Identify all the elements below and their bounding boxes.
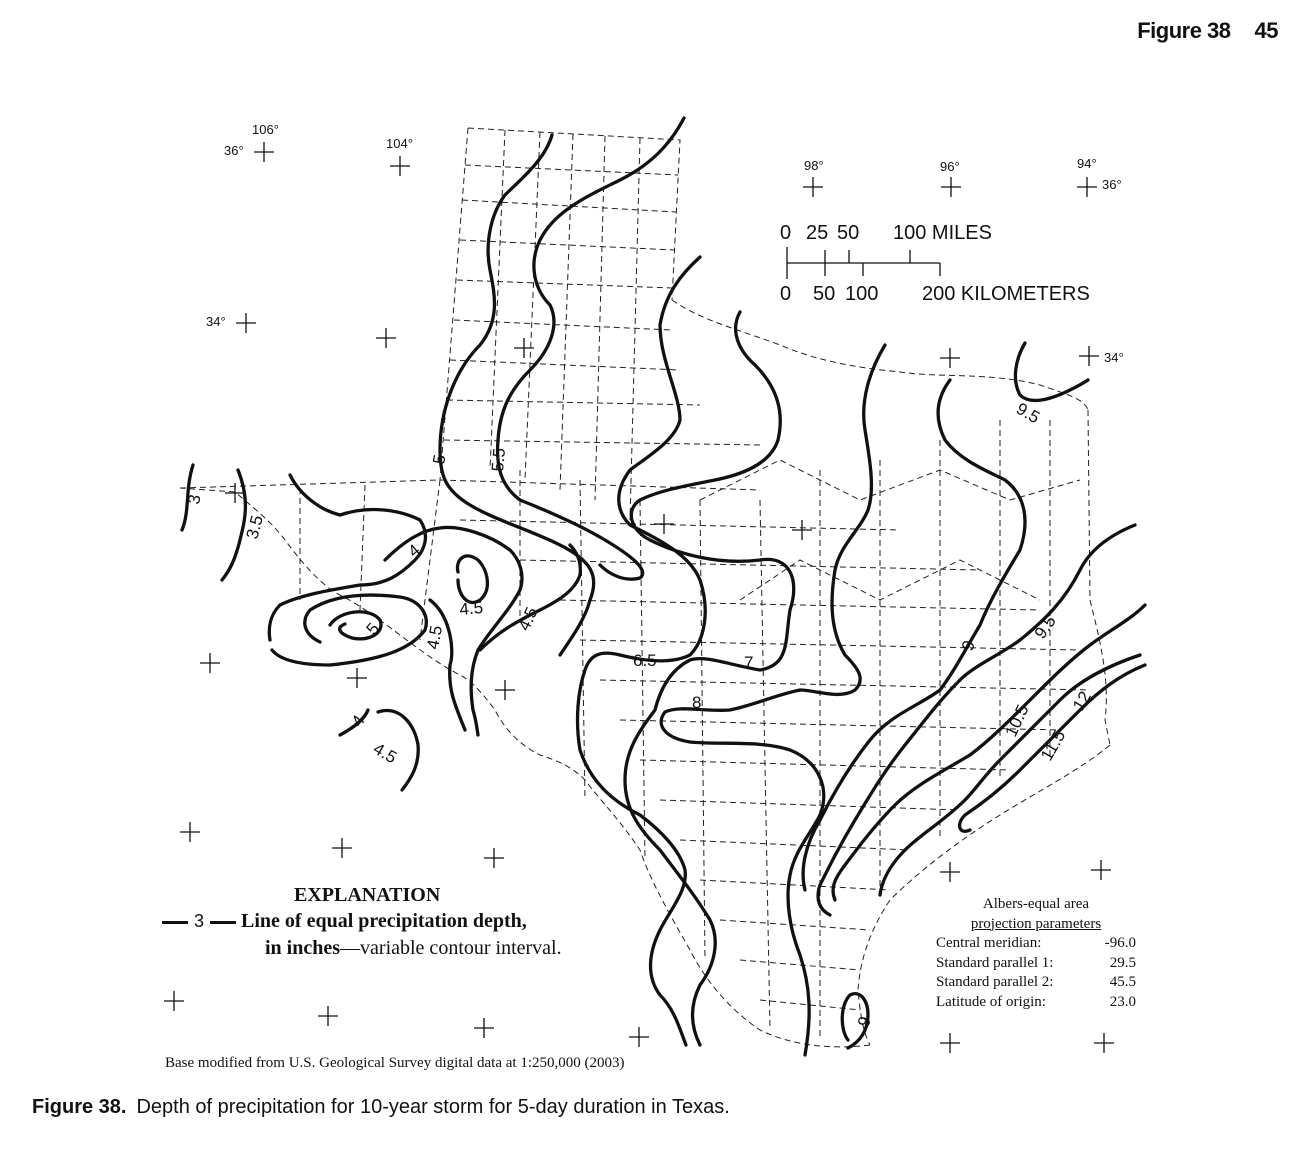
graticule-cross — [200, 653, 220, 673]
projection-subtitle: projection parameters — [970, 915, 1102, 932]
graticule-cross — [1079, 346, 1099, 366]
legend-units: in inches — [265, 937, 341, 959]
contour-4-outer — [272, 595, 426, 665]
graticule-cross — [390, 156, 410, 176]
contour-5 — [440, 135, 594, 655]
scale-km-200: 200 KILOMETERS — [922, 283, 1090, 305]
graticule-cross — [941, 177, 961, 197]
contour-label-4-5-a: 4.5 — [458, 597, 484, 619]
graticule-cross — [1077, 177, 1097, 197]
projection-label: Standard parallel 1: — [936, 954, 1054, 971]
contour-label-11-5: 11.5 — [1037, 726, 1070, 764]
scale-mile-25: 25 — [806, 222, 829, 244]
explanation-legend-row — [162, 910, 527, 933]
contour-label-4-5-b: 4.5 — [423, 624, 447, 651]
graticule-cross — [654, 514, 674, 534]
legend-line-left — [162, 921, 188, 924]
explanation-legend-row-2 — [265, 937, 562, 960]
graticule-cross — [1094, 1033, 1114, 1053]
contour-9-5 — [1015, 343, 1088, 400]
scale-km-50: 50 — [813, 283, 836, 305]
graticule-cross — [180, 822, 200, 842]
graticule-cross — [332, 838, 352, 858]
contour-label-3-5: 3.5 — [242, 513, 267, 542]
contour-label-7: 7 — [744, 653, 754, 672]
scale-bar — [780, 222, 1090, 305]
scale-km-0: 0 — [780, 283, 792, 305]
projection-value: -96.0 — [1104, 935, 1136, 951]
contour-label-8: 8 — [692, 693, 702, 712]
projection-row — [936, 954, 1136, 974]
projection-value: 45.5 — [1109, 974, 1136, 990]
contour-label-5: 5 — [429, 453, 450, 466]
graticule-cross — [940, 862, 960, 882]
graticule-cross — [495, 680, 515, 700]
graticule-cross — [1091, 860, 1111, 880]
contour-label-12: 12 — [1069, 688, 1095, 714]
contour-label-9: 9 — [957, 637, 979, 654]
graticule-cross — [474, 1018, 494, 1038]
caption-text: Depth of precipitation for 10-year storm for 5-day duration in Texas. — [136, 1096, 730, 1118]
projection-value: 23.0 — [1109, 993, 1136, 1010]
figure-caption — [32, 1096, 730, 1119]
projection-row — [936, 934, 1136, 954]
contour-label-5-5: 5.5 — [488, 447, 510, 473]
scale-mile-0: 0 — [780, 222, 792, 244]
legend-label: Line of equal precipitation depth, — [241, 910, 527, 932]
projection-row — [936, 973, 1136, 993]
graticule-cross — [940, 1033, 960, 1053]
page-number: 45 — [1254, 18, 1278, 43]
contour-label-9-south: 9 — [853, 1013, 875, 1030]
graticule-cross — [347, 668, 367, 688]
contour-label-5-a: 5 — [362, 619, 384, 639]
legend-interval-note: —variable contour interval. — [340, 937, 562, 959]
contour-4-north — [269, 475, 425, 640]
legend-line-right — [210, 921, 236, 924]
contour-label-4-5-c: 4.5 — [514, 604, 542, 634]
caption-figure-number: Figure 38. — [32, 1096, 127, 1118]
projection-row — [936, 993, 1136, 1013]
lon-96-label: 96° — [940, 159, 960, 174]
contour-label-4-5-d: 4.5 — [370, 739, 400, 768]
projection-parameters — [936, 895, 1136, 1012]
lat-36-west-label: 36° — [224, 143, 244, 158]
lat-34-west-label: 34° — [206, 314, 226, 329]
contour-label-4-b: 4 — [347, 711, 369, 731]
scale-mile-50: 50 — [837, 222, 860, 244]
figure-label: Figure 38 — [1137, 18, 1231, 43]
projection-title: Albers-equal area — [982, 896, 1090, 912]
graticule-cross — [164, 991, 184, 1011]
graticule-cross — [940, 348, 960, 368]
graticule-cross — [514, 338, 534, 358]
contour-label-10-5: 10.5 — [1001, 701, 1033, 740]
contour-label-9-5-north: 9.5 — [1013, 399, 1043, 428]
scale-mile-100: 100 MILES — [893, 222, 992, 244]
legend-sample-value: 3 — [194, 911, 205, 931]
base-data-note: Base modified from U.S. Geological Survey digital data at 1:250,000 (2003) — [165, 1055, 625, 1071]
graticule-cross — [629, 1027, 649, 1047]
graticule-cross — [254, 142, 274, 162]
lon-106-label: 106° — [252, 122, 279, 137]
lon-104-label: 104° — [386, 136, 413, 151]
contour-label-3: 3 — [184, 493, 205, 506]
lon-98-label: 98° — [804, 158, 824, 173]
projection-label: Central meridian: — [936, 935, 1042, 951]
graticule-cross — [236, 313, 256, 333]
lat-36-east-label: 36° — [1102, 177, 1122, 192]
contour-label-9-5-east: 9.5 — [1030, 612, 1060, 643]
contour-4-5-west — [430, 600, 465, 730]
lon-94-label: 94° — [1077, 156, 1097, 171]
graticule-cross — [803, 177, 823, 197]
projection-value: 29.5 — [1109, 954, 1136, 971]
scale-km-100: 100 — [845, 283, 879, 305]
graticule-cross — [792, 520, 812, 540]
contour-4-5-loop — [457, 556, 487, 603]
projection-label: Standard parallel 2: — [936, 974, 1054, 990]
explanation-title: EXPLANATION — [294, 884, 441, 906]
projection-label: Latitude of origin: — [936, 993, 1046, 1010]
graticule-cross — [318, 1006, 338, 1026]
graticule-cross — [484, 848, 504, 868]
graticule-cross — [376, 328, 396, 348]
contour-label-6-5: 6.5 — [633, 651, 657, 670]
contour-9-5-east — [818, 525, 1135, 915]
contour-label-4-a: 4 — [404, 540, 424, 562]
lat-34-east-label: 34° — [1104, 350, 1124, 365]
